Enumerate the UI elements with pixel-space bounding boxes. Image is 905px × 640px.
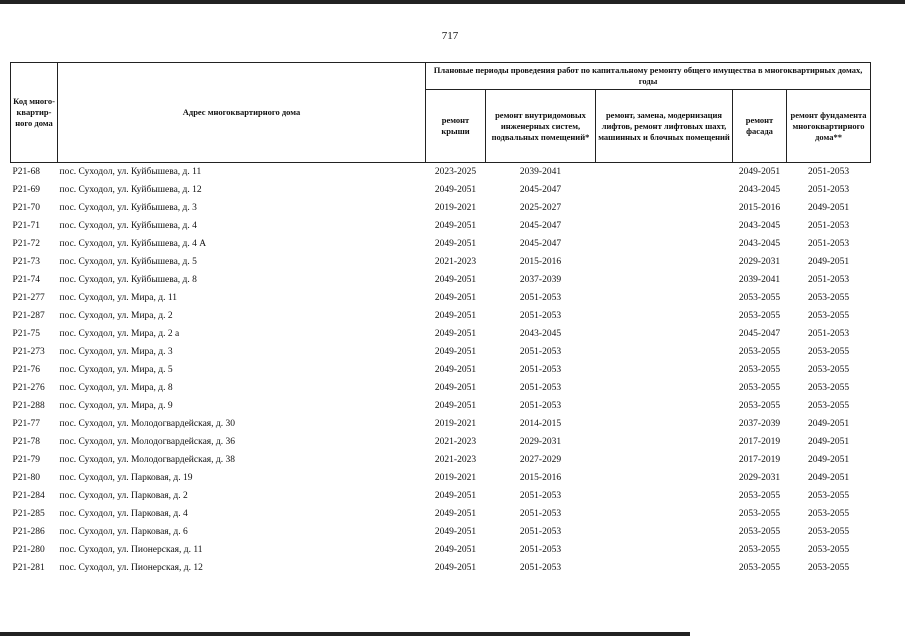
row-engineering: 2014-2015	[519, 419, 562, 429]
row-code: Р21-71	[12, 221, 40, 231]
table-row	[11, 523, 871, 541]
row-elevators	[596, 217, 733, 235]
table-row	[11, 397, 871, 415]
row-foundation: 2049-2051	[807, 455, 850, 465]
row-code: Р21-80	[12, 473, 40, 483]
row-code: Р21-79	[12, 455, 40, 465]
row-foundation: 2053-2055	[807, 401, 850, 411]
row-code: Р21-273	[12, 347, 45, 357]
row-engineering: 2027-2029	[519, 455, 562, 465]
row-engineering: 2039-2041	[519, 167, 562, 177]
row-engineering: 2051-2053	[519, 509, 562, 519]
row-roof: 2019-2021	[434, 473, 477, 483]
row-address: пос. Суходол, ул. Куйбышева, д. 11	[59, 167, 202, 177]
row-code: Р21-74	[12, 275, 40, 285]
header-facade: ремонт фасада	[733, 90, 787, 163]
header-elevators: ремонт, замена, модернизация лифтов, ремонт лифтовых шахт, машинных и блочных помещений	[596, 90, 733, 163]
row-facade: 2053-2055	[738, 365, 781, 375]
table-row	[11, 487, 871, 505]
row-elevators	[596, 541, 733, 559]
table-row	[11, 451, 871, 469]
header-code: Код много-квартир-ного дома	[11, 63, 58, 163]
row-roof: 2049-2051	[434, 185, 477, 195]
row-foundation: 2053-2055	[807, 347, 850, 357]
row-foundation: 2053-2055	[807, 365, 850, 375]
row-code: Р21-285	[12, 509, 45, 519]
row-facade: 2053-2055	[738, 491, 781, 501]
row-facade: 2017-2019	[738, 437, 781, 447]
row-foundation: 2053-2055	[807, 563, 850, 573]
row-code: Р21-72	[12, 239, 40, 249]
row-facade: 2053-2055	[738, 563, 781, 573]
row-code: Р21-277	[12, 293, 45, 303]
row-facade: 2043-2045	[738, 185, 781, 195]
row-roof: 2021-2023	[434, 437, 477, 447]
row-facade: 2043-2045	[738, 239, 781, 249]
row-roof: 2049-2051	[434, 347, 477, 357]
table-row	[11, 253, 871, 271]
row-elevators	[596, 361, 733, 379]
row-foundation: 2053-2055	[807, 527, 850, 537]
row-facade: 2017-2019	[738, 455, 781, 465]
row-foundation: 2053-2055	[807, 383, 850, 393]
row-address: пос. Суходол, ул. Мира, д. 2	[59, 311, 173, 321]
row-roof: 2049-2051	[434, 491, 477, 501]
row-address: пос. Суходол, ул. Молодогвардейская, д. 30	[59, 419, 235, 429]
row-code: Р21-78	[12, 437, 40, 447]
row-address: пос. Суходол, ул. Парковая, д. 19	[59, 473, 193, 483]
top-rule	[0, 0, 905, 4]
row-foundation: 2053-2055	[807, 545, 850, 555]
row-engineering: 2051-2053	[519, 365, 562, 375]
bottom-rule	[0, 632, 690, 636]
row-engineering: 2015-2016	[519, 473, 562, 483]
table-row	[11, 415, 871, 433]
row-engineering: 2051-2053	[519, 293, 562, 303]
row-facade: 2053-2055	[738, 527, 781, 537]
row-code: Р21-288	[12, 401, 45, 411]
row-facade: 2053-2055	[738, 347, 781, 357]
row-elevators	[596, 433, 733, 451]
page-number: 717	[441, 30, 459, 42]
row-facade: 2029-2031	[738, 257, 781, 267]
row-elevators	[596, 235, 733, 253]
row-roof: 2021-2023	[434, 455, 477, 465]
row-foundation: 2049-2051	[807, 473, 850, 483]
row-elevators	[596, 289, 733, 307]
row-facade: 2053-2055	[738, 401, 781, 411]
row-code: Р21-75	[12, 329, 40, 339]
row-engineering: 2015-2016	[519, 257, 562, 267]
row-roof: 2049-2051	[434, 401, 477, 411]
row-engineering: 2051-2053	[519, 491, 562, 501]
row-address: пос. Суходол, ул. Мира, д. 9	[59, 401, 173, 411]
table-row	[11, 361, 871, 379]
table-row	[11, 235, 871, 253]
row-address: пос. Суходол, ул. Мира, д. 8	[59, 383, 173, 393]
row-address: пос. Суходол, ул. Пионерская, д. 12	[59, 563, 203, 573]
row-foundation: 2051-2053	[807, 275, 850, 285]
row-code: Р21-276	[12, 383, 45, 393]
row-facade: 2053-2055	[738, 383, 781, 393]
row-facade: 2053-2055	[738, 509, 781, 519]
row-engineering: 2051-2053	[519, 527, 562, 537]
table-row	[11, 379, 871, 397]
row-foundation: 2049-2051	[807, 419, 850, 429]
row-address: пос. Суходол, ул. Куйбышева, д. 4	[59, 221, 197, 231]
table-body	[11, 163, 871, 578]
row-code: Р21-286	[12, 527, 45, 537]
row-facade: 2053-2055	[738, 311, 781, 321]
header-address: Адрес многоквартирного дома	[58, 63, 426, 163]
row-foundation: 2051-2053	[807, 167, 850, 177]
row-address: пос. Суходол, ул. Молодогвардейская, д. 38	[59, 455, 235, 465]
table-row	[11, 559, 871, 577]
table-row	[11, 163, 871, 182]
row-facade: 2053-2055	[738, 545, 781, 555]
row-engineering: 2051-2053	[519, 311, 562, 321]
row-foundation: 2051-2053	[807, 221, 850, 231]
row-elevators	[596, 199, 733, 217]
row-elevators	[596, 325, 733, 343]
row-elevators	[596, 181, 733, 199]
row-engineering: 2043-2045	[519, 329, 562, 339]
row-address: пос. Суходол, ул. Пионерская, д. 11	[59, 545, 203, 555]
row-address: пос. Суходол, ул. Мира, д. 2 а	[59, 329, 180, 339]
row-engineering: 2045-2047	[519, 221, 562, 231]
row-code: Р21-287	[12, 311, 45, 321]
table-row	[11, 505, 871, 523]
row-roof: 2049-2051	[434, 239, 477, 249]
table-row	[11, 343, 871, 361]
capital-repair-table	[10, 62, 871, 577]
table-row	[11, 433, 871, 451]
table-row	[11, 181, 871, 199]
row-roof: 2049-2051	[434, 293, 477, 303]
row-roof: 2049-2051	[434, 383, 477, 393]
row-engineering: 2051-2053	[519, 401, 562, 411]
table-row	[11, 541, 871, 559]
row-elevators	[596, 523, 733, 541]
row-elevators	[596, 415, 733, 433]
row-elevators	[596, 163, 733, 182]
row-address: пос. Суходол, ул. Мира, д. 5	[59, 365, 173, 375]
row-elevators	[596, 271, 733, 289]
row-foundation: 2049-2051	[807, 203, 850, 213]
table-row	[11, 217, 871, 235]
row-elevators	[596, 487, 733, 505]
row-roof: 2049-2051	[434, 311, 477, 321]
row-facade: 2053-2055	[738, 293, 781, 303]
row-foundation: 2049-2051	[807, 257, 850, 267]
row-roof: 2049-2051	[434, 221, 477, 231]
row-elevators	[596, 559, 733, 577]
header-periods: Плановые периоды проведения работ по капитальному ремонту общего имущества в многоквартирных домах, годы	[426, 63, 871, 90]
row-address: пос. Суходол, ул. Молодогвардейская, д. 36	[59, 437, 235, 447]
row-code: Р21-70	[12, 203, 40, 213]
row-code: Р21-69	[12, 185, 40, 195]
row-elevators	[596, 469, 733, 487]
row-facade: 2043-2045	[738, 221, 781, 231]
row-roof: 2049-2051	[434, 545, 477, 555]
header-engineering: ремонт внутридомовых инженерных систем, подвальных помещений*	[486, 90, 596, 163]
row-address: пос. Суходол, ул. Куйбышева, д. 4 А	[59, 239, 207, 249]
row-facade: 2037-2039	[738, 419, 781, 429]
row-code: Р21-68	[12, 167, 40, 177]
row-code: Р21-280	[12, 545, 45, 555]
row-facade: 2015-2016	[738, 203, 781, 213]
row-elevators	[596, 397, 733, 415]
row-roof: 2019-2021	[434, 419, 477, 429]
row-facade: 2039-2041	[738, 275, 781, 285]
row-engineering: 2051-2053	[519, 545, 562, 555]
row-engineering: 2051-2053	[519, 383, 562, 393]
row-foundation: 2051-2053	[807, 329, 850, 339]
table-row	[11, 307, 871, 325]
row-code: Р21-73	[12, 257, 40, 267]
row-address: пос. Суходол, ул. Парковая, д. 4	[59, 509, 188, 519]
row-roof: 2021-2023	[434, 257, 477, 267]
row-elevators	[596, 307, 733, 325]
row-roof: 2049-2051	[434, 365, 477, 375]
row-elevators	[596, 253, 733, 271]
row-engineering: 2037-2039	[519, 275, 562, 285]
header-foundation: ремонт фундамента многоквартирного дома**	[787, 90, 871, 163]
table-row	[11, 289, 871, 307]
row-foundation: 2053-2055	[807, 509, 850, 519]
row-engineering: 2045-2047	[519, 185, 562, 195]
row-address: пос. Суходол, ул. Парковая, д. 6	[59, 527, 188, 537]
row-address: пос. Суходол, ул. Куйбышева, д. 3	[59, 203, 197, 213]
row-address: пос. Суходол, ул. Куйбышева, д. 5	[59, 257, 197, 267]
row-facade: 2049-2051	[738, 167, 781, 177]
row-address: пос. Суходол, ул. Парковая, д. 2	[59, 491, 188, 501]
row-address: пос. Суходол, ул. Куйбышева, д. 8	[59, 275, 197, 285]
row-code: Р21-76	[12, 365, 40, 375]
table-row	[11, 199, 871, 217]
row-foundation: 2051-2053	[807, 185, 850, 195]
row-roof: 2049-2051	[434, 509, 477, 519]
table-row	[11, 325, 871, 343]
table-row	[11, 469, 871, 487]
row-code: Р21-77	[12, 419, 40, 429]
row-roof: 2049-2051	[434, 563, 477, 573]
row-code: Р21-281	[12, 563, 45, 573]
row-engineering: 2051-2053	[519, 347, 562, 357]
row-roof: 2023-2025	[434, 167, 477, 177]
row-code: Р21-284	[12, 491, 45, 501]
row-foundation: 2053-2055	[807, 293, 850, 303]
row-address: пос. Суходол, ул. Мира, д. 11	[59, 293, 178, 303]
row-foundation: 2051-2053	[807, 239, 850, 249]
row-facade: 2045-2047	[738, 329, 781, 339]
row-engineering: 2051-2053	[519, 563, 562, 573]
row-elevators	[596, 505, 733, 523]
row-engineering: 2029-2031	[519, 437, 562, 447]
row-address: пос. Суходол, ул. Мира, д. 3	[59, 347, 173, 357]
header-roof: ремонт крыши	[426, 90, 486, 163]
row-facade: 2029-2031	[738, 473, 781, 483]
row-foundation: 2049-2051	[807, 437, 850, 447]
row-elevators	[596, 343, 733, 361]
row-engineering: 2045-2047	[519, 239, 562, 249]
row-roof: 2049-2051	[434, 527, 477, 537]
row-foundation: 2053-2055	[807, 491, 850, 501]
row-engineering: 2025-2027	[519, 203, 562, 213]
row-roof: 2049-2051	[434, 275, 477, 285]
row-roof: 2049-2051	[434, 329, 477, 339]
row-elevators	[596, 379, 733, 397]
row-roof: 2019-2021	[434, 203, 477, 213]
row-elevators	[596, 451, 733, 469]
row-address: пос. Суходол, ул. Куйбышева, д. 12	[59, 185, 202, 195]
row-foundation: 2053-2055	[807, 311, 850, 321]
table-row	[11, 271, 871, 289]
